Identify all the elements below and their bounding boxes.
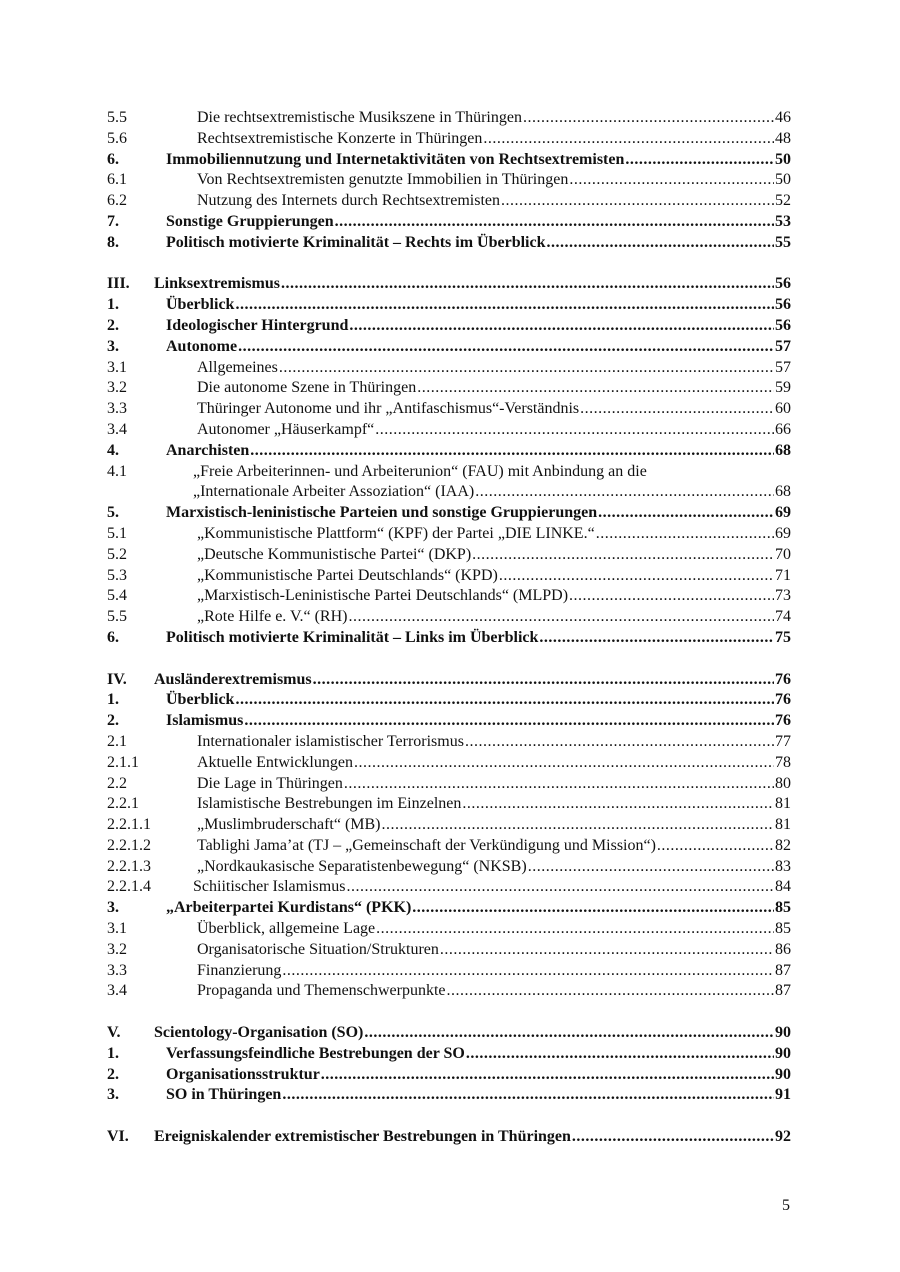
toc-entry-number: IV. [107, 670, 127, 688]
toc-entry-page: 74 [775, 608, 791, 626]
dot-leader [580, 399, 774, 420]
dot-leader [657, 836, 774, 857]
toc-entry-page: 70 [775, 545, 791, 563]
toc-entry-page: 90 [775, 1065, 791, 1083]
dot-leader [528, 857, 774, 878]
toc-entry-number: 6.1 [107, 171, 127, 189]
toc-entry-title[interactable]: Scientology-Organisation (SO) [154, 1023, 364, 1044]
dot-leader [313, 670, 774, 691]
dot-leader [539, 628, 774, 649]
dot-leader [346, 877, 774, 898]
toc-entry-number: 5.6 [107, 129, 127, 147]
toc-entry-number: 2. [107, 1065, 119, 1083]
toc-entry-title[interactable]: Ideologischer Hintergrund [166, 316, 349, 337]
dot-leader [244, 711, 774, 732]
toc-entry-number: III. [107, 275, 130, 293]
toc-entry-page: 55 [775, 233, 791, 251]
toc-entry-number: 2.2.1.4 [107, 878, 151, 896]
toc-entry-number: 5.3 [107, 566, 127, 584]
section-gap [107, 1002, 791, 1023]
toc-entry-line [197, 753, 791, 774]
toc-entry-title[interactable]: „Muslimbruderschaft“ (MB) [197, 815, 382, 836]
toc-entry[interactable] [107, 690, 791, 711]
toc-entry-number: 2.2.1.2 [107, 836, 151, 854]
toc-entry-number: 2.2.1.3 [107, 857, 151, 875]
toc-entry[interactable] [107, 857, 791, 878]
toc-entry[interactable] [107, 981, 791, 1002]
toc-entry[interactable] [107, 815, 791, 836]
toc-entry-page: 56 [775, 316, 791, 334]
dot-leader [546, 233, 774, 254]
toc-entry-title[interactable]: „Kommunistische Partei Deutschlands“ (KPD) [197, 566, 499, 587]
dot-leader [235, 690, 774, 711]
dot-leader [235, 295, 774, 316]
toc-entry-number: 4. [107, 441, 119, 459]
dot-leader [466, 1044, 774, 1065]
toc-entry-page: 69 [775, 524, 791, 542]
dot-leader [440, 940, 774, 961]
toc-entry-number: 3.3 [107, 961, 127, 979]
dot-leader [335, 212, 774, 233]
toc-entry[interactable] [107, 129, 791, 150]
toc-entry-title[interactable]: Ausländerextremismus [154, 670, 313, 691]
toc-entry-number: V. [107, 1024, 121, 1042]
toc-entry[interactable] [107, 524, 791, 545]
toc-entry[interactable] [107, 898, 791, 919]
toc-entry-page: 85 [775, 899, 791, 917]
toc-entry[interactable] [107, 1127, 791, 1148]
toc-entry-page: 81 [775, 816, 791, 834]
toc-entry-line [197, 191, 791, 212]
section-gap [107, 1106, 791, 1127]
toc-entry-number: 2.2.1.1 [107, 816, 151, 834]
toc-entry-number: 8. [107, 233, 119, 251]
dot-leader [572, 1127, 774, 1148]
toc-entry-page: 59 [775, 379, 791, 397]
toc-entry-number: VI. [107, 1128, 129, 1146]
toc-entry-number: 2.1 [107, 732, 127, 750]
dot-leader [250, 441, 774, 462]
toc-entry-title[interactable]: Immobiliennutzung und Internetaktivitäten von Rechtsextremisten [166, 150, 625, 171]
toc-entry-line [197, 586, 791, 607]
toc-entry-title[interactable]: Die Lage in Thüringen [197, 774, 344, 795]
toc-entry-page: 50 [775, 171, 791, 189]
toc-entry-title[interactable]: Von Rechtsextremisten genutzte Immobilien in Thüringen [197, 170, 569, 191]
toc-entry-title[interactable]: Organisatorische Situation/Strukturen [197, 940, 440, 961]
toc-entry-page: 77 [775, 732, 791, 750]
toc-entry-line [166, 233, 791, 254]
toc-entry[interactable] [107, 462, 791, 483]
toc-entry-page: 52 [775, 192, 791, 210]
toc-entry-page: 73 [775, 587, 791, 605]
dot-leader [483, 129, 774, 150]
toc-entry-line [197, 732, 791, 753]
toc-entry-line [193, 877, 791, 898]
toc-entry[interactable] [107, 670, 791, 691]
toc-entry-title[interactable]: Politisch motivierte Kriminalität – Rechts im Überblick [166, 233, 546, 254]
toc-entry-page: 75 [775, 628, 791, 646]
toc-entry-number: 5.2 [107, 545, 127, 563]
toc-entry-number: 3.2 [107, 940, 127, 958]
toc-entry-line [166, 441, 791, 462]
dot-leader [364, 1023, 774, 1044]
toc-entry-title[interactable]: Überblick [166, 295, 235, 316]
toc-entry-page: 87 [775, 982, 791, 1000]
dot-leader [238, 337, 774, 358]
toc-entry-title[interactable]: Thüringer Autonome und ihr „Antifaschismus“-Verständnis [197, 399, 580, 420]
toc-entry-number: 2.1.1 [107, 753, 139, 771]
toc-entry-number: 3.4 [107, 420, 127, 438]
toc-entry[interactable] [107, 358, 791, 379]
toc-entry[interactable] [107, 441, 791, 462]
toc-entry-line [197, 129, 791, 150]
section-gap [107, 254, 791, 275]
toc-entry-line [166, 898, 791, 919]
toc-entry-line [166, 337, 791, 358]
toc-entry-number: 3. [107, 899, 119, 917]
toc-entry[interactable] [107, 877, 791, 898]
toc-entry-page: 69 [775, 504, 791, 522]
toc-entry-line [197, 420, 791, 441]
toc-entry[interactable] [107, 295, 791, 316]
toc-entry-page: 78 [775, 753, 791, 771]
toc-entry-title[interactable]: SO in Thüringen [166, 1085, 282, 1106]
dot-leader [344, 774, 774, 795]
toc-entry-line [197, 857, 791, 878]
page-number: 5 [782, 1197, 790, 1214]
toc-entry-page: 68 [775, 483, 791, 501]
toc-entry-number: 4.1 [107, 462, 127, 480]
toc-entry-number: 5.4 [107, 587, 127, 605]
dot-leader [412, 898, 774, 919]
toc-entry[interactable] [107, 586, 791, 607]
toc-entry[interactable] [107, 108, 791, 129]
toc-entry-title[interactable]: „Internationale Arbeiter Assoziation“ (IAA) [193, 482, 475, 503]
toc-entry-line [197, 545, 791, 566]
toc-entry[interactable] [107, 274, 791, 295]
toc-entry[interactable] [107, 1065, 791, 1086]
toc-entry-page: 48 [775, 129, 791, 147]
toc-entry-title[interactable]: Überblick [166, 690, 235, 711]
dot-leader [382, 815, 774, 836]
dot-leader [348, 607, 774, 628]
toc-entry-title[interactable]: Linksextremismus [154, 274, 281, 295]
toc-entry[interactable] [107, 1044, 791, 1065]
toc-entry-title[interactable]: Ereigniskalender extremistischer Bestrebungen in Thüringen [154, 1127, 572, 1148]
toc-entry-page: 87 [775, 961, 791, 979]
toc-entry-line [193, 482, 791, 503]
dot-leader [376, 919, 774, 940]
toc-entry[interactable] [107, 482, 791, 503]
toc-entry-line [166, 711, 791, 732]
toc-entry[interactable] [107, 420, 791, 441]
toc-entry[interactable] [107, 794, 791, 815]
dot-leader [281, 274, 774, 295]
toc-entry-page: 82 [775, 836, 791, 854]
toc-entry[interactable] [107, 566, 791, 587]
toc-entry[interactable] [107, 1085, 791, 1106]
dot-leader [282, 1085, 774, 1106]
toc-entry-number: 3.4 [107, 982, 127, 1000]
toc-entry-title[interactable]: „Kommunistische Plattform“ (KPF) der Partei „DIE LINKE.“ [197, 524, 596, 545]
toc-entry-number: 3.1 [107, 920, 127, 938]
toc-entry-title[interactable]: Organisationsstruktur [166, 1065, 321, 1086]
toc-entry-line [166, 628, 791, 649]
toc-entry-line [197, 399, 791, 420]
toc-entry-page: 57 [775, 358, 791, 376]
toc-entry-page: 84 [775, 878, 791, 896]
toc-entry[interactable] [107, 732, 791, 753]
dot-leader [501, 191, 774, 212]
toc-entry-number: 3. [107, 1086, 119, 1104]
toc-entry-page: 46 [775, 109, 791, 126]
toc-entry-title[interactable]: Internationaler islamistischer Terrorismus [197, 732, 465, 753]
toc-entry-line [197, 919, 791, 940]
toc-entry-page: 66 [775, 420, 791, 438]
toc-entry-page: 56 [775, 296, 791, 314]
toc-entry-title[interactable]: Die rechtsextremistische Musikszene in Thüringen [197, 108, 523, 129]
toc-entry[interactable] [107, 191, 791, 212]
toc-entry-line [197, 378, 791, 399]
dot-leader [354, 753, 774, 774]
toc-entry-page: 80 [775, 774, 791, 792]
toc-entry-title[interactable]: Anarchisten [166, 441, 250, 462]
toc-entry-title[interactable]: Aktuelle Entwicklungen [197, 753, 354, 774]
toc-entry-number: 5.1 [107, 524, 127, 542]
toc-entry-title[interactable]: „Nordkaukasische Separatistenbewegung“ (NKSB) [197, 857, 528, 878]
toc-entry-number: 6. [107, 628, 119, 646]
toc-entry[interactable] [107, 233, 791, 254]
toc-entry-title[interactable]: Marxistisch-leninistische Parteien und sonstige Gruppierungen [166, 503, 598, 524]
toc-entry[interactable] [107, 711, 791, 732]
toc-entry-page: 56 [775, 275, 791, 293]
toc-entry-number: 3.3 [107, 400, 127, 418]
toc-entry-line [193, 462, 791, 483]
toc-entry-page: 68 [775, 441, 791, 459]
toc-entry-number: 3.2 [107, 379, 127, 397]
toc-entry[interactable] [107, 774, 791, 795]
dot-leader [598, 503, 774, 524]
toc-entry-number: 3. [107, 337, 119, 355]
toc-entry-line [166, 295, 791, 316]
toc-entry-line [197, 836, 791, 857]
toc-entry[interactable] [107, 170, 791, 191]
toc-entry-title[interactable]: Islamismus [166, 711, 244, 732]
dot-leader [349, 316, 774, 337]
toc-entry-title[interactable]: „Marxistisch-Leninistische Partei Deutschlands“ (MLPD) [197, 586, 569, 607]
toc-entry[interactable] [107, 503, 791, 524]
dot-leader [569, 586, 774, 607]
dot-leader [282, 961, 774, 982]
toc-entry-page: 76 [775, 691, 791, 709]
toc-entry-page: 86 [775, 940, 791, 958]
toc-entry-page: 76 [775, 670, 791, 688]
toc-entry[interactable] [107, 337, 791, 358]
toc-entry-number: 6. [107, 150, 119, 168]
toc-entry-title[interactable]: Autonomer „Häuserkampf“ [197, 420, 375, 441]
dot-leader [475, 482, 774, 503]
toc-entry-title[interactable]: Sonstige Gruppierungen [166, 212, 335, 233]
dot-leader [569, 170, 774, 191]
dot-leader [375, 420, 774, 441]
toc-entry-line [197, 940, 791, 961]
toc-entry[interactable] [107, 316, 791, 337]
toc-entry-page: 83 [775, 857, 791, 875]
toc-entry-title[interactable]: „Deutsche Kommunistische Partei“ (DKP) [197, 545, 472, 566]
toc-entry-page: 76 [775, 712, 791, 730]
toc-entry-page: 90 [775, 1044, 791, 1062]
toc-entry-title[interactable]: Nutzung des Internets durch Rechtsextremisten [197, 191, 501, 212]
toc-entry-line [154, 670, 791, 691]
toc-entry[interactable] [107, 607, 791, 628]
toc-entry-line [166, 150, 791, 171]
toc-entry-line [166, 1065, 791, 1086]
toc-entry-title[interactable]: Schiitischer Islamismus [193, 877, 346, 898]
dot-leader [447, 981, 774, 1002]
toc-entry-number: 5. [107, 504, 119, 522]
dot-leader [465, 732, 774, 753]
toc-entry-line [197, 774, 791, 795]
toc-entry-number: 2.2.1 [107, 795, 139, 813]
toc-entry-number: 1. [107, 691, 119, 709]
toc-entry-title[interactable]: Tablighi Jama’at (TJ – „Gemeinschaft der Verkündigung und Mission“) [197, 836, 657, 857]
toc-entry-title[interactable]: „Rote Hilfe e. V.“ (RH) [197, 607, 348, 628]
toc-entry-line [197, 566, 791, 587]
toc-entry-line [197, 524, 791, 545]
toc-entry-number: 1. [107, 1044, 119, 1062]
dot-leader [472, 545, 774, 566]
toc-entry-page: 81 [775, 795, 791, 813]
toc-entry-line [166, 1085, 791, 1106]
toc-entry-page: 53 [775, 212, 791, 230]
toc-entry-line [154, 1023, 791, 1044]
toc-entry-page: 71 [775, 566, 791, 584]
toc-entry-title[interactable]: Überblick, allgemeine Lage [197, 919, 376, 940]
toc-entry-page: 91 [775, 1086, 791, 1104]
toc-entry-line [166, 316, 791, 337]
toc-entry-line [166, 1044, 791, 1065]
toc-entry-page: 90 [775, 1024, 791, 1042]
toc-entry-line [197, 108, 791, 129]
toc-entry[interactable] [107, 399, 791, 420]
toc-entry-title[interactable]: Rechtsextremistische Konzerte in Thüringen [197, 129, 483, 150]
toc-entry-line [197, 607, 791, 628]
toc-entry-page: 57 [775, 337, 791, 355]
toc-entry-line [197, 815, 791, 836]
toc-entry[interactable] [107, 961, 791, 982]
toc-entry-number: 2. [107, 712, 119, 730]
toc-entry[interactable] [107, 753, 791, 774]
toc-entry-number: 5.5 [107, 608, 127, 626]
dot-leader [499, 566, 774, 587]
dot-leader [596, 524, 774, 545]
toc-entry-title[interactable]: Propaganda und Themenschwerpunkte [197, 981, 447, 1002]
toc-entry-line [166, 212, 791, 233]
toc-entry-line [166, 690, 791, 711]
toc-entry-line [197, 981, 791, 1002]
toc-entry-title[interactable]: Allgemeines [197, 358, 279, 379]
toc-entry-number: 1. [107, 296, 119, 314]
toc-entry[interactable] [107, 378, 791, 399]
toc-entry-number: 3.1 [107, 358, 127, 376]
toc-entry-line [197, 794, 791, 815]
toc-entry-title[interactable]: Verfassungsfeindliche Bestrebungen der SO [166, 1044, 466, 1065]
toc-entry-line [197, 170, 791, 191]
toc-entry[interactable] [107, 150, 791, 171]
toc-entry-number: 2. [107, 316, 119, 334]
toc-entry-page: 50 [775, 150, 791, 168]
toc-entry-page: 92 [775, 1128, 791, 1146]
toc-entry[interactable] [107, 919, 791, 940]
dot-leader [279, 358, 774, 379]
dot-leader [523, 108, 774, 129]
dot-leader [417, 378, 774, 399]
toc-entry-title[interactable]: Politisch motivierte Kriminalität – Links im Überblick [166, 628, 539, 649]
toc-entry-line [197, 358, 791, 379]
toc-entry[interactable] [107, 212, 791, 233]
toc-entry-line [197, 961, 791, 982]
toc-entry[interactable] [107, 940, 791, 961]
toc-entry-line [154, 1127, 791, 1148]
toc-entry-number: 6.2 [107, 192, 127, 210]
toc-entry-number: 5.5 [107, 109, 127, 126]
toc-entry-title[interactable]: Finanzierung [197, 961, 282, 982]
toc-entry-line [154, 274, 791, 295]
toc-entry[interactable] [107, 836, 791, 857]
toc-entry-page: 85 [775, 920, 791, 938]
section-gap [107, 649, 791, 670]
dot-leader [625, 150, 774, 171]
toc-entry-number: 7. [107, 212, 119, 230]
toc-entry[interactable] [107, 628, 791, 649]
toc-entry-title[interactable]: „Freie Arbeiterinnen- und Arbeiterunion“ (FAU) mit Anbindung an die [193, 462, 648, 483]
toc-entry[interactable] [107, 1023, 791, 1044]
table-of-contents [107, 108, 791, 1148]
toc-entry-title[interactable]: Autonome [166, 337, 238, 358]
toc-entry-number: 2.2 [107, 774, 127, 792]
dot-leader [462, 794, 774, 815]
toc-entry-line [166, 503, 791, 524]
toc-entry-title[interactable]: Die autonome Szene in Thüringen [197, 378, 417, 399]
toc-entry-page: 60 [775, 400, 791, 418]
toc-entry[interactable] [107, 545, 791, 566]
toc-entry-title[interactable]: Islamistische Bestrebungen im Einzelnen [197, 794, 462, 815]
toc-entry-title[interactable]: „Arbeiterpartei Kurdistans“ (PKK) [166, 898, 412, 919]
dot-leader [321, 1065, 774, 1086]
